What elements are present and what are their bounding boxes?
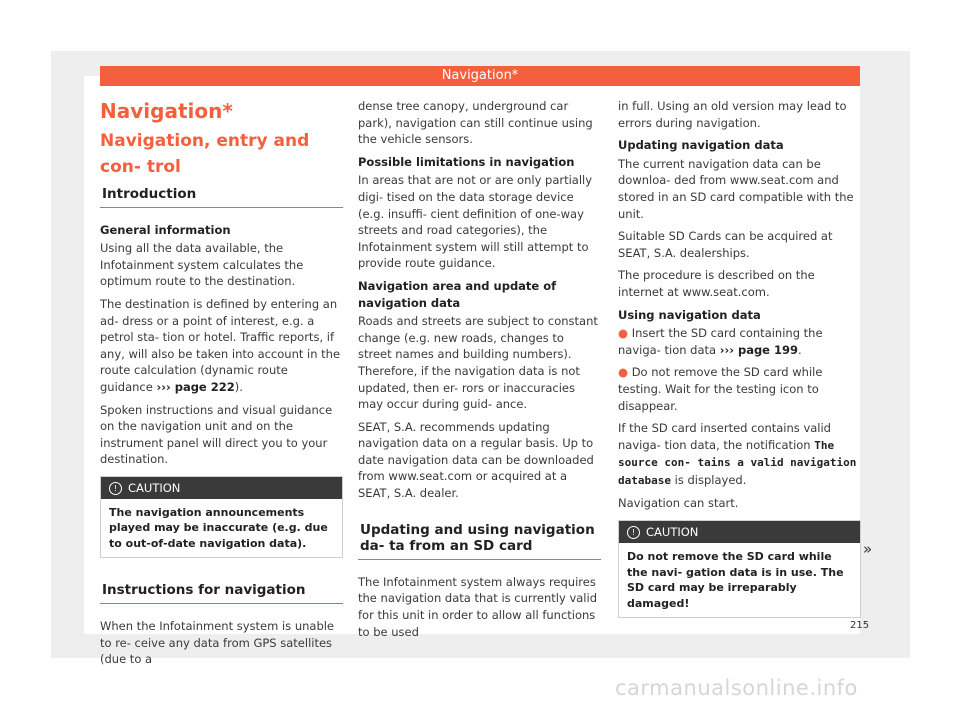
caution-header: ! CAUTION [619,521,860,543]
paragraph: Roads and streets are subject to constant change (e.g. new roads, changes to street names and building numbers). Therefore, if the navigation data is not updated, then er- rors or inaccuracies may occur during guid- ance. [358,314,598,412]
general-information-heading: General information [100,222,231,237]
updating-heading: Updating navigation data [618,138,784,153]
notification-text: The source con- tains a valid navigation database [618,438,857,487]
page-reference-link[interactable]: ››› page 222 [156,379,235,394]
paragraph: The destination is defined by entering an ad- dress or a point of interest, e.g. a petrol sta- tion or hotel. Traffic reports, if any, will also be taken into account in the route calculation (dynamic route guidance ››› page 222). [100,296,341,394]
paragraph: Using all the data available, the Infotainment system calculates the optimum route to the destination. [100,241,304,289]
bullet-item: ● Insert the SD card containing the naviga- tion data ››› page 199. [618,326,823,357]
paragraph: dense tree canopy, underground car park), navigation can still continue using the vehicle sensors. [358,99,593,147]
paragraph: If the SD card inserted contains valid naviga- tion data, the notification The source con- tains a valid navigation database is displayed. [618,421,857,487]
paragraph: The Infotainment system always requires the navigation data that is currently valid for this unit in order to allow all functions to be used [358,574,597,639]
paragraph: SEAT, S.A. recommends updating navigation data on a regular basis. Up to date navigation data can be downloaded from www.seat.com or acquired at a SEAT, S.A. dealer. [358,419,594,501]
caution-box [100,476,343,559]
continue-mark: » [863,540,873,558]
page-number: 215 [850,620,870,631]
paragraph: The procedure is described on the internet at www.seat.com. [618,268,815,299]
subsection-introduction: Introduction [100,186,343,208]
chapter-header: Navigation* [100,66,860,86]
column-1 [100,98,343,674]
chapter-title: Navigation* [100,99,233,123]
paragraph: Spoken instructions and visual guidance on the navigation unit and on the instrument panel will direct you to your destination. [100,402,333,467]
paragraph: In areas that are not or are only partially digi- tised on the data storage device (e.g. insuffi- cient definition of one-way streets and road categories), the Infotainment system will still attempt to provide route guidance. [358,173,593,271]
caution-box [618,520,861,618]
caution-header: ! CAUTION [101,477,342,499]
page-reference-link[interactable]: ››› page 199 [719,342,798,357]
bullet-item: ● Do not remove the SD card while testing. Wait for the testing icon to disappear. [618,365,823,413]
navigation-area-heading: Navigation area and update of navigation data [358,278,557,310]
warning-icon: ! [109,482,122,495]
paragraph: Suitable SD Cards can be acquired at SEAT, S.A. dealerships. [618,229,833,260]
paragraph: in full. Using an old version may lead to errors during navigation. [618,99,847,130]
watermark-text: carmanualsonline.info [615,676,858,700]
section-title: Navigation, entry and con- trol [100,131,310,177]
limitations-heading: Possible limitations in navigation [358,154,575,169]
paragraph: When the Infotainment system is unable to re- ceive any data from GPS satellites (due to a [100,619,335,667]
warning-icon: ! [627,526,640,539]
bullet-icon: ● [618,326,632,341]
column-3 [618,98,861,642]
bullet-icon: ● [618,365,632,380]
subsection-sd-card: Updating and using navigation da- ta from an SD card [358,522,601,560]
column-2 [358,98,601,646]
caution-text: The navigation announcements played may be inaccurate (e.g. due to out-of-date navigation data). [109,505,328,550]
subsection-instructions: Instructions for navigation [100,582,343,604]
paragraph: The current navigation data can be downloa- ded from www.seat.com and stored in an SD card compatible with the unit. [618,156,854,221]
caution-text: Do not remove the SD card while the navi- gation data is in use. The SD card may be irreparably damaged! [627,550,844,610]
using-heading: Using navigation data [618,307,761,322]
paragraph: Navigation can start. [618,496,739,511]
